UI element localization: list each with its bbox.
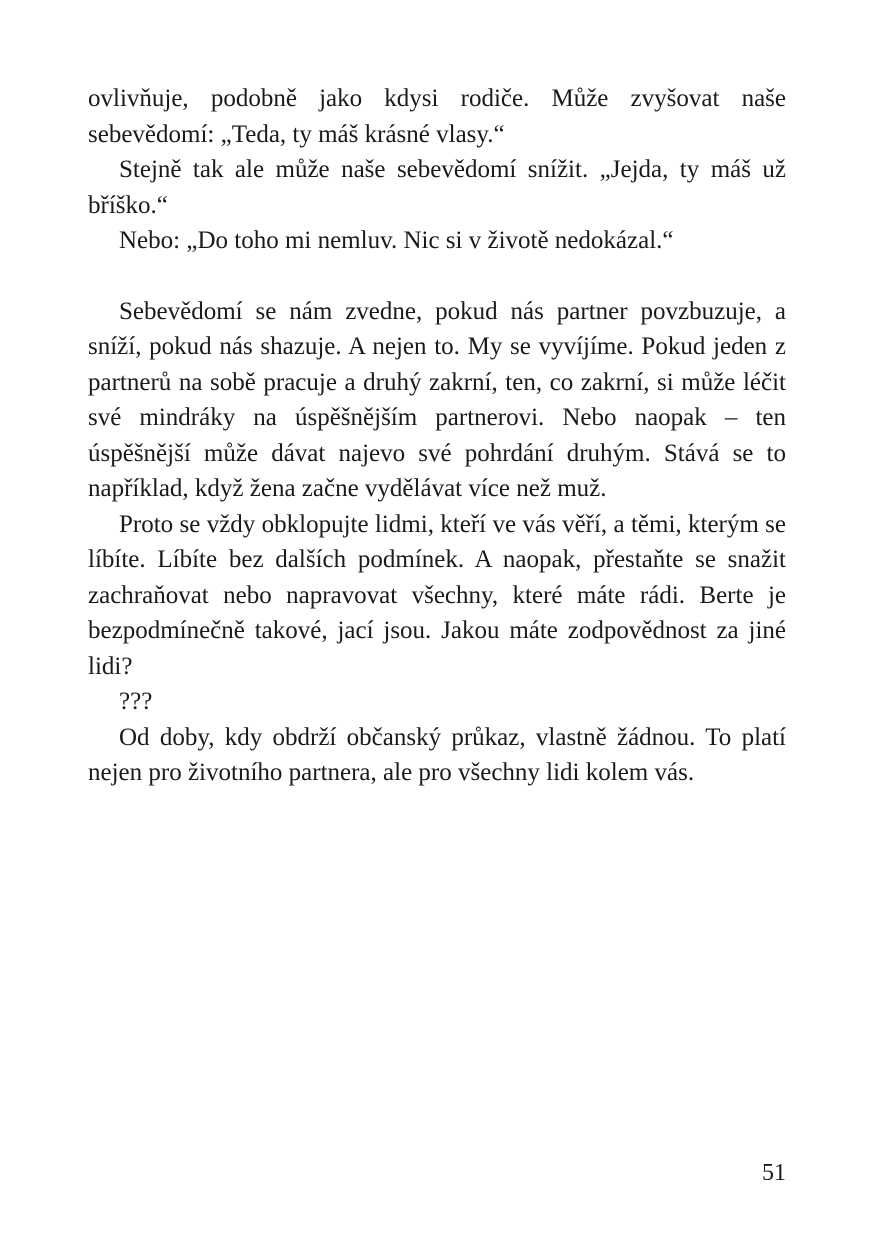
paragraph-question-marks: ??? — [119, 688, 153, 715]
paragraph: Stejně tak ale může naše sebevědomí snížit. „Jejda, ty máš už bříško.“ — [88, 156, 786, 219]
paragraph: Od doby, kdy obdrží občanský průkaz, vlastně žádnou. To platí nejen pro životního partnera, ale pro všechny lidi kolem vás. — [88, 723, 786, 786]
page-number: 51 — [762, 1160, 786, 1186]
body-text — [88, 81, 786, 791]
paragraph: Proto se vždy obklopujte lidmi, kteří ve vás věří, a těmi, kterým se líbíte. Líbíte bez dalších podmínek. A naopak, přestaňte se snažit zachraňovat nebo napravovat všechny, které máte rádi. Berte je bezpodmínečně takové, jací jsou. Jakou máte zodpovědnost za jiné lidi? — [88, 510, 786, 680]
paragraph: Nebo: „Do toho mi nemluv. Nic si v životě nedokázal.“ — [119, 227, 674, 254]
paragraph-section-start: Sebevědomí se nám zvedne, pokud nás partner povzbuzuje, a sníží, pokud nás shazuje. A nejen to. My se vyvíjíme. Pokud jeden z partnerů na sobě pracuje a druhý zakrní, ten, co zakrní, si může léčit své mindráky na úspěšnějším partnerovi. Nebo naopak – ten úspěšnější může dávat najevo své pohrdání druhým. Stává se to například, když žena začne vydělávat více než muž. — [88, 297, 786, 502]
paragraph-continuation: ovlivňuje, podobně jako kdysi rodiče. Může zvyšovat naše sebevědomí: „Teda, ty máš krásné vlasy.“ — [88, 85, 786, 148]
